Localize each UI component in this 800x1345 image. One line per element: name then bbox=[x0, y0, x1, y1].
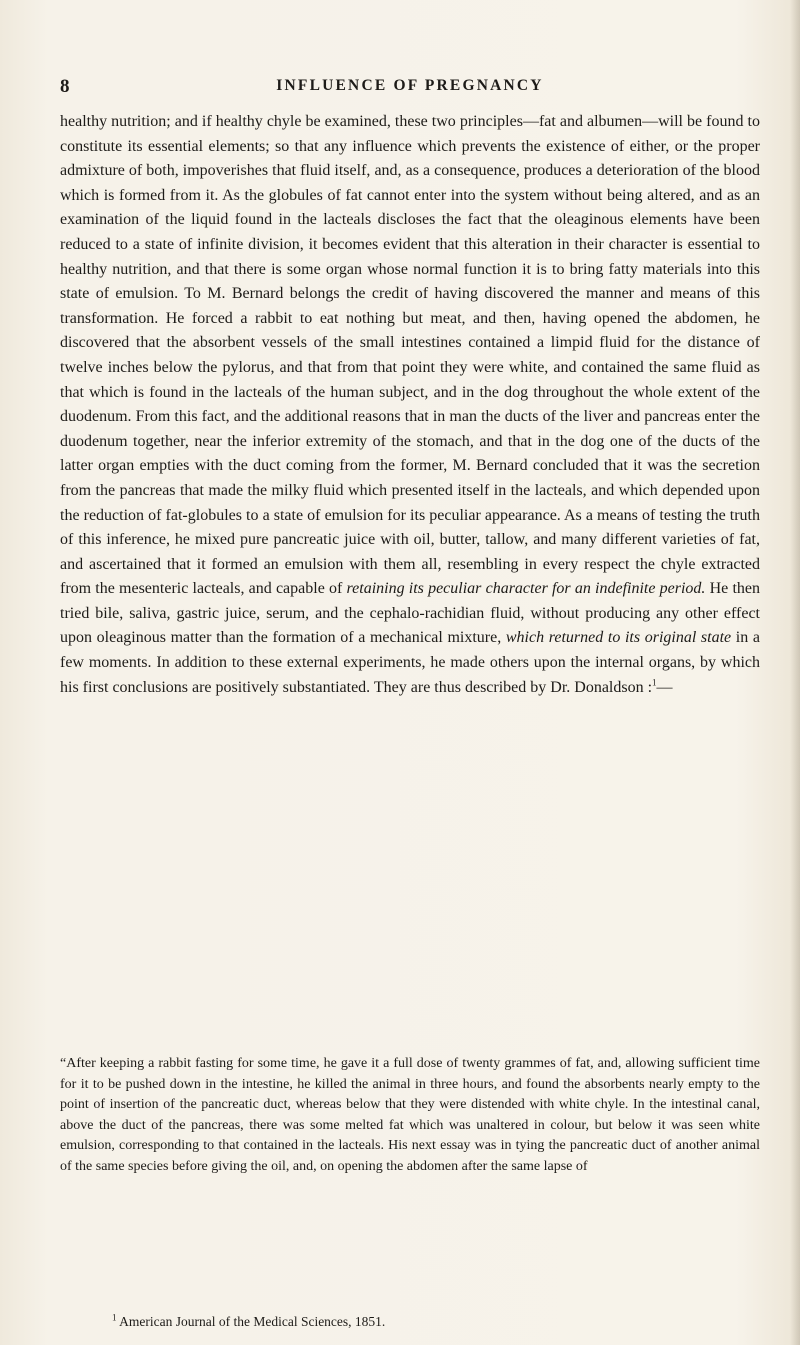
body-paragraph bbox=[60, 110, 760, 700]
body-italic-phrase-2: which returned to its original state bbox=[505, 629, 732, 647]
footnote-reference: 1 bbox=[652, 677, 657, 688]
body-italic-phrase-1: retaining its peculiar character for an indefinite period. bbox=[346, 580, 706, 598]
body-text-part4: — bbox=[656, 678, 673, 696]
running-title: INFLUENCE OF PREGNANCY bbox=[276, 77, 544, 94]
body-text-part3: in a few moments. In addition to these external experiments, he made others upon the internal organs, by which his first conclusions are positively substantiated. They are thus described by Dr. Donaldson : bbox=[60, 629, 760, 696]
page-edge-shadow bbox=[790, 0, 800, 1345]
footnote-text: American Journal of the Medical Sciences, 1851. bbox=[116, 1314, 386, 1329]
footnote bbox=[60, 1313, 760, 1331]
block-quote: “After keeping a rabbit fasting for some time, he gave it a full dose of twenty grammes of fat, and, allowing sufficient time for it to be pushed down in the intestine, he killed the animal in three hours, and found the absorbents nearly empty to the point of insertion of the pancreatic duct, whereas below that they were distended with white chyle. In the intestinal canal, above the duct of the pancreas, there was some melted fat which was unaltered in colour, but below it was seen white emulsion, corresponding to that contained in the lacteals. His next essay was in tying the pancreatic duct of another animal of the same species before giving the oil, and, on opening the abdomen after the same lapse of bbox=[60, 1056, 760, 1174]
body-text-part1: healthy nutrition; and if healthy chyle be examined, these two principles—fat and albumen—will be found to constitute its essential elements; so that any influence which prevents the existence of either, or the proper admixture of both, impoverishes that fluid itself, and, as a consequence, produces a deterioration of the blood which is formed from it. As the globules of fat cannot enter into the system without being altered, and as an examination of the liquid found in the lacteals discloses the fact that the oleaginous elements have been reduced to a state of infinite division, it becomes evident that this alteration in their character is essential to healthy nutrition, and that there is some organ whose normal function it is to bring fatty materials into this state of emulsion. To M. Bernard belongs the credit of having discovered the manner and means of this transformation. He forced a rabbit to eat nothing but meat, and then, having opened the abdomen, he discovered that the absorbent vessels of the small intestines contained a limpid fluid for the distance of twelve inches below the pylorus, and that from that point they were white, and contained the same fluid as that which is found in the lacteals of the human subject, and in the dog throughout the whole extent of the duodenum. From this fact, and the additional reasons that in man the ducts of the liver and pancreas enter the duodenum together, near the inferior extremity of the stomach, and that in the dog one of the ducts of the latter organ empties with the duct coming from the former, M. Bernard concluded that it was the secretion from the pancreas that made the milky fluid which presented itself in the lacteals, and which depended upon the reduction of fat-globules to a state of emulsion for its peculiar appearance. As a means of testing the truth of this inference, he mixed pure pancreatic juice with oil, butter, tallow, and many different varieties of fat, and ascertained that it formed an emulsion with them all, resembling in every respect the chyle extracted from the mesenteric lacteals, and capable of bbox=[60, 113, 760, 598]
body-text-part2: He then tried bile, saliva, gastric juice, serum, and the cephalo-rachidian fluid, without producing any other effect upon oleaginous matter than the formation of a mechanical mixture, bbox=[60, 580, 760, 647]
footnote-mark: 1 bbox=[112, 1312, 117, 1323]
page-number: 8 bbox=[60, 76, 70, 97]
running-header bbox=[60, 76, 760, 100]
